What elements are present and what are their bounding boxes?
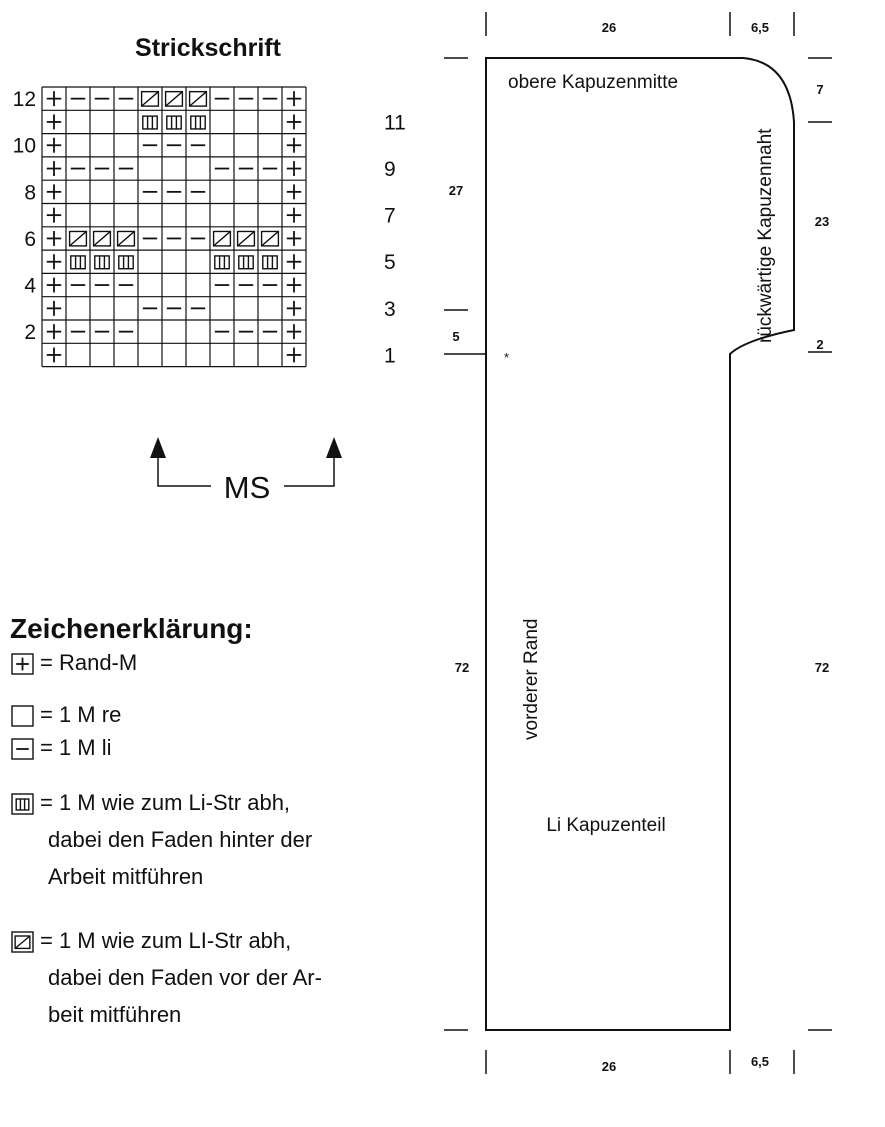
edge-stitch-symbol-icon (287, 161, 301, 176)
edge-stitch-symbol-icon (16, 658, 29, 671)
marker-asterisk: * (504, 350, 510, 365)
legend-text: = 1 M wie zum Li-Str abh, (40, 790, 291, 815)
edge-stitch-symbol-icon (47, 208, 61, 223)
dim-right-2: 2 (816, 337, 824, 352)
ms-arrow-left-icon (150, 437, 166, 458)
legend-item (12, 928, 322, 1027)
slip-back-symbol-icon (143, 116, 157, 129)
slip-back-symbol-icon (263, 256, 277, 269)
legend-swatch (12, 794, 33, 814)
edge-stitch-symbol-icon (47, 324, 61, 339)
slip-front-symbol-icon (118, 231, 135, 245)
label-rueckwaertige-kapuzennaht: rückwärtige Kapuzennaht (755, 128, 776, 343)
legend-text: = 1 M li (40, 735, 112, 760)
legend-item (12, 702, 121, 727)
row-number-left: 12 (12, 88, 36, 112)
dim-left-27: 27 (448, 183, 464, 198)
row-number-right: 3 (384, 297, 396, 321)
knitting-chart-grid (42, 87, 306, 367)
dim-right-23: 23 (814, 214, 830, 229)
hood-piece-outline (486, 58, 794, 1030)
slip-back-symbol-icon (191, 116, 205, 129)
row-number-left: 6 (24, 227, 36, 251)
legend-text: beit mitführen (48, 1002, 182, 1027)
ms-label: MS (223, 470, 271, 505)
legend-text: Arbeit mitführen (48, 864, 204, 889)
row-number-left: 2 (24, 321, 36, 345)
edge-stitch-symbol-icon (47, 161, 61, 176)
label-li-kapuzenteil: Li Kapuzenteil (546, 815, 666, 836)
ms-bracket-left-line (158, 455, 211, 486)
slip-front-symbol-icon (94, 231, 111, 245)
slip-back-symbol-icon (167, 116, 181, 129)
row-number-left: 8 (24, 181, 36, 205)
legend-text: dabei den Faden vor der Ar- (48, 965, 322, 990)
legend (12, 650, 322, 1027)
chart-row-numbers (13, 88, 406, 367)
dim-bottom-26: 26 (601, 1059, 617, 1074)
edge-stitch-symbol-icon (287, 254, 301, 269)
row-number-right: 7 (384, 204, 396, 228)
ms-arrow-right-icon (326, 437, 342, 458)
legend-heading: Zeichenerklärung: (10, 613, 253, 644)
slip-front-symbol-icon (262, 231, 279, 245)
edge-stitch-symbol-icon (47, 184, 61, 199)
slip-back-symbol-icon (215, 256, 229, 269)
legend-text: = 1 M re (40, 702, 122, 727)
dim-bottom-65: 6,5 (750, 1054, 770, 1069)
slip-front-symbol-icon (190, 92, 207, 106)
slip-back-symbol-icon (16, 799, 29, 810)
edge-stitch-symbol-icon (47, 254, 61, 269)
chart-title: Strickschrift (135, 34, 281, 62)
edge-stitch-symbol-icon (287, 114, 301, 129)
edge-stitch-symbol-icon (47, 138, 61, 153)
edge-stitch-symbol-icon (287, 301, 301, 316)
edge-stitch-symbol-icon (47, 278, 61, 293)
slip-back-symbol-icon (119, 256, 133, 269)
row-number-left: 4 (24, 274, 36, 298)
dim-right-7: 7 (816, 82, 824, 97)
slip-front-symbol-icon (214, 231, 231, 245)
dim-right-72: 72 (814, 660, 830, 675)
slip-front-symbol-icon (15, 936, 30, 948)
slip-back-symbol-icon (239, 256, 253, 269)
slip-back-symbol-icon (95, 256, 109, 269)
slip-front-symbol-icon (238, 231, 255, 245)
dim-left-72: 72 (454, 660, 470, 675)
edge-stitch-symbol-icon (287, 138, 301, 153)
legend-text: dabei den Faden hinter der (48, 827, 313, 852)
edge-stitch-symbol-icon (287, 231, 301, 246)
edge-stitch-symbol-icon (287, 278, 301, 293)
label-obere-kapuzenmitte: obere Kapuzenmitte (508, 72, 679, 93)
edge-stitch-symbol-icon (47, 114, 61, 129)
row-number-right: 1 (384, 344, 396, 368)
slip-front-symbol-icon (166, 92, 183, 106)
legend-text: = 1 M wie zum LI-Str abh, (40, 928, 292, 953)
edge-stitch-symbol-icon (47, 347, 61, 362)
edge-stitch-symbol-icon (47, 231, 61, 246)
slip-front-symbol-icon (70, 231, 87, 245)
dim-left-5: 5 (452, 329, 460, 344)
legend-item (12, 790, 312, 889)
edge-stitch-symbol-icon (287, 184, 301, 199)
edge-stitch-symbol-icon (287, 324, 301, 339)
edge-stitch-symbol-icon (287, 91, 301, 106)
edge-stitch-symbol-icon (47, 301, 61, 316)
row-number-right: 11 (384, 111, 406, 135)
ms-bracket-right-line (284, 455, 334, 486)
row-number-right: 9 (384, 158, 396, 182)
slip-back-symbol-icon (71, 256, 85, 269)
edge-stitch-symbol-icon (47, 91, 61, 106)
legend-item (12, 735, 112, 760)
label-vorderer-rand: vorderer Rand (521, 618, 542, 740)
edge-stitch-symbol-icon (287, 208, 301, 223)
dim-top-65: 6,5 (750, 20, 770, 35)
legend-swatch (12, 706, 33, 726)
dim-top-26: 26 (601, 20, 617, 35)
row-number-right: 5 (384, 251, 396, 275)
row-number-left: 10 (12, 134, 36, 158)
legend-item (12, 650, 137, 675)
edge-stitch-symbol-icon (287, 347, 301, 362)
legend-text: = Rand-M (40, 650, 138, 675)
slip-front-symbol-icon (142, 92, 159, 106)
